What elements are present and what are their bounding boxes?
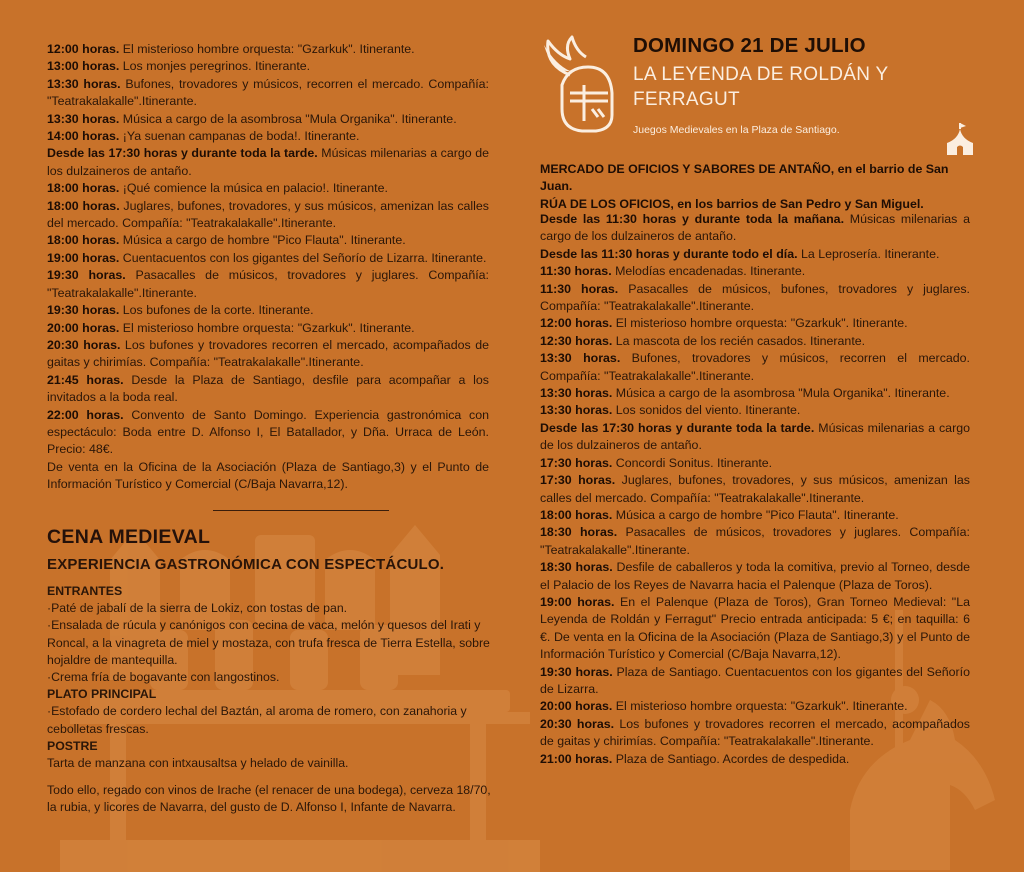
entry-text: Los monjes peregrinos. Itinerante. (119, 59, 311, 74)
schedule-entry (540, 420, 970, 455)
entry-time: 19:30 horas. (47, 303, 120, 318)
section-divider (213, 510, 389, 511)
schedule-entry (47, 58, 489, 75)
postre-heading: POSTRE (47, 738, 98, 753)
entry-time: 14:00 horas. (47, 129, 120, 144)
schedule-entry (47, 180, 489, 197)
schedule-entry (540, 263, 970, 280)
schedule-entry (47, 111, 489, 128)
entry-time: 18:00 horas. (540, 507, 613, 522)
entry-time: 19:00 horas. (540, 594, 615, 609)
market-line-1: MERCADO DE OFICIOS Y SABORES DE ANTAÑO, en el barrio de San Juan. (540, 162, 949, 194)
entry-time: 11:30 horas. (540, 281, 619, 296)
schedule-entry (47, 459, 489, 494)
day-title: DOMINGO 21 DE JULIO (633, 34, 866, 57)
cena-subtitle: EXPERIENCIA GASTRONÓMICA CON ESPECTÁCULO. (47, 556, 445, 573)
schedule-entry (540, 385, 970, 402)
entry-text: Concordi Sonitus. Itinerante. (612, 455, 773, 470)
entry-text: El misterioso hombre orquesta: "Gzarkuk". Itinerante. (119, 42, 415, 56)
entry-text: Músicas milenarias a cargo de los dulzaineros de antaño. (540, 212, 970, 244)
schedule-entry (47, 302, 489, 319)
entry-time: 19:30 horas. (540, 664, 613, 679)
menu-item: ·Estofado de cordero lechal del Baztán, al aroma de romero, con zanahoria y cebolletas frescas. (47, 704, 467, 736)
day-subtitle: LA LEYENDA DE ROLDÁN Y FERRAGUT (633, 64, 889, 110)
schedule-entry (47, 407, 489, 459)
entry-text: Desfile de caballeros y toda la comitiva, previo al Torneo, desde el Palacio de los Reyes de Navarra hacia el Palenque (Plaza de Toros). (540, 560, 970, 592)
entry-time: 18:00 horas. (47, 181, 120, 196)
schedule-entry (540, 281, 970, 316)
entry-time: 18:00 horas. (47, 198, 120, 213)
entry-text: Música a cargo de la asombrosa "Mula Organika". Itinerante. (612, 386, 950, 401)
entry-text: El misterioso hombre orquesta: "Gzarkuk". Itinerante. (612, 699, 908, 714)
schedule-entry (47, 232, 489, 249)
saturday-schedule (47, 41, 489, 494)
tent-icon (945, 121, 975, 155)
entry-time: 13:30 horas. (47, 76, 121, 91)
entry-time: 12:30 horas. (540, 333, 613, 348)
entry-time: 19:30 horas. (47, 268, 126, 283)
entry-time: 18:30 horas. (540, 525, 618, 540)
cena-title: CENA MEDIEVAL (47, 526, 211, 548)
entry-text: Música a cargo de la asombrosa "Mula Organika". Itinerante. (119, 111, 457, 126)
entry-time: 19:00 horas. (47, 250, 120, 265)
entry-text: Los bufones y trovadores recorren el mercado, acompañados de gaitas y chirimías. Compañía: "Teatrakalakalle".Itinerante. (540, 716, 970, 749)
schedule-entry (540, 315, 970, 332)
entry-text: En el Palenque (Plaza de Toros), Gran Torneo Medieval: "La Leyenda de Roldán y Ferragut" Precio entrada anticipada: 5 €; en taquilla: 6 €. De venta en la Oficina de la Asociación (Plaza de Santiago,3) y el Punto de Información Turístico y Comercial (C/Baja Navarra,12). (540, 594, 970, 662)
schedule-entry (540, 507, 970, 524)
schedule-entry (540, 211, 970, 246)
schedule-entry (47, 372, 489, 407)
menu-item: ·Paté de jabalí de la sierra de Lokiz, con tostas de pan. (47, 601, 348, 616)
schedule-entry (540, 751, 970, 768)
market-line-2: RÚA DE LOS OFICIOS, en los barrios de San Pedro y San Miguel. (540, 196, 924, 211)
menu-closing: Todo ello, regado con vinos de Irache (el renacer de una bodega), cerveza 18/70, la rubia, y licores de Navarra, del gusto de D. Alfonso I, Infante de Navarra. (47, 783, 491, 815)
entry-time: 11:30 horas. (540, 264, 612, 279)
entry-time: 20:00 horas. (540, 699, 613, 714)
entry-text: Pasacalles de músicos, trovadores y juglares. Compañía: "Teatrakalakalle".Itinerante. (540, 525, 970, 557)
entry-text: Bufones, trovadores y músicos, recorren el mercado. Compañía: "Teatrakalakalle".Itinerante. (47, 76, 489, 109)
entry-text: Músicas milenarias a cargo de los dulzaineros de antaño. (47, 146, 489, 178)
day-note: Juegos Medievales en la Plaza de Santiago. (633, 124, 840, 136)
entry-text: Plaza de Santiago. Cuentacuentos con los gigantes del Señorío de Lizarra. (540, 664, 970, 696)
entry-text: Los bufones de la corte. Itinerante. (119, 303, 314, 318)
schedule-entry (540, 350, 970, 385)
entry-time: 17:30 horas. (540, 473, 616, 488)
entry-time: 20:30 horas. (540, 716, 615, 731)
schedule-entry (540, 472, 970, 507)
entry-text: Juglares, bufones, trovadores, y sus músicos, amenizan las calles del mercado. Compañía: "Teatrakalakalle".Itinerante. (47, 198, 489, 231)
schedule-entry (540, 716, 970, 751)
schedule-entry (47, 128, 489, 145)
entry-time: 13:30 horas. (540, 386, 613, 401)
schedule-entry (540, 402, 970, 419)
entry-text: Cuentacuentos con los gigantes del Señorío de Lizarra. Itinerante. (119, 250, 487, 265)
schedule-entry (47, 320, 489, 337)
menu-item: ·Ensalada de rúcula y canónigos con cecina de vaca, melón y quesos del Irati y Roncal, a la vinagreta de miel y mostaza, con trufa fresca de Tierra Estella, sobre hojaldre de mantequilla. (47, 618, 490, 667)
entry-text: Música a cargo de hombre "Pico Flauta". Itinerante. (119, 233, 406, 248)
entry-text: La mascota de los recién casados. Itinerante. (612, 333, 866, 348)
entry-text: ¡Ya suenan campanas de boda!. Itinerante. (119, 129, 360, 144)
entry-time: 13:30 horas. (540, 403, 613, 418)
entry-text: De venta en la Oficina de la Asociación (Plaza de Santiago,3) y el Punto de Información Turístico y Comercial (C/Baja Navarra,12). (47, 459, 489, 492)
entry-text: Pasacalles de músicos, trovadores y juglares. Compañía: "Teatrakalakalle".Itinerante. (47, 268, 489, 300)
schedule-entry (47, 250, 489, 267)
entry-text: El misterioso hombre orquesta: "Gzarkuk". Itinerante. (119, 320, 415, 335)
entry-time: 21:00 horas. (540, 751, 613, 766)
entry-time: 20:30 horas. (47, 337, 121, 352)
entry-text: Músicas milenarias a cargo de los dulzaineros de antaño. (540, 420, 970, 453)
entry-text: Melodías encadenadas. Itinerante. (611, 264, 806, 279)
entry-time: 22:00 horas. (47, 407, 124, 422)
entry-text: Música a cargo de hombre "Pico Flauta". Itinerante. (612, 507, 899, 522)
entry-time: 18:00 horas. (47, 233, 120, 248)
entry-text: Pasacalles de músicos, bufones, trovadores y juglares. Compañía: "Teatrakalakalle".Itinerante. (540, 281, 971, 314)
entry-text: Plaza de Santiago. Acordes de despedida. (612, 751, 850, 766)
entry-time: 18:30 horas. (540, 560, 613, 575)
entry-time: 13:30 horas. (47, 111, 120, 126)
schedule-entry (47, 145, 489, 180)
entry-text: El misterioso hombre orquesta: "Gzarkuk". Itinerante. (612, 316, 908, 331)
schedule-entry (47, 267, 489, 302)
entry-text: ¡Qué comience la música en palacio!. Itinerante. (119, 181, 388, 196)
sunday-schedule (540, 211, 970, 768)
schedule-entry (47, 76, 489, 111)
entry-time: 13:00 horas. (47, 59, 120, 74)
principal-heading: PLATO PRINCIPAL (47, 687, 157, 702)
menu-item: Tarta de manzana con intxausaltsa y helado de vainilla. (47, 756, 349, 771)
schedule-entry (47, 337, 489, 372)
entry-text: Juglares, bufones, trovadores, y sus músicos, amenizan las calles del mercado. Compañía: "Teatrakalakalle".Itinerante. (540, 473, 970, 505)
menu-item: ·Crema fría de bogavante con langostinos. (47, 670, 280, 685)
entry-time: Desde las 17:30 horas y durante toda la tarde. (540, 420, 815, 435)
schedule-entry (540, 559, 970, 594)
schedule-entry (540, 698, 970, 715)
schedule-entry (47, 198, 489, 233)
entry-time: Desde las 17:30 horas y durante toda la tarde. (47, 146, 318, 161)
entry-time: 17:30 horas. (540, 455, 613, 470)
schedule-entry (47, 41, 489, 58)
entry-time: Desde las 11:30 horas y durante toda la mañana. (540, 212, 845, 226)
entry-text: Desde la Plaza de Santiago, desfile para acompañar a los invitados a la boda real. (47, 372, 489, 405)
entrantes-heading: ENTRANTES (47, 584, 123, 598)
schedule-entry (540, 664, 970, 699)
schedule-entry (540, 333, 970, 350)
knight-helmet-icon (540, 35, 618, 135)
schedule-entry (540, 524, 970, 559)
entry-time: 21:45 horas. (47, 372, 124, 387)
entry-text: Convento de Santo Domingo. Experiencia gastronómica con espectáculo: Boda entre D. Alfonso I, El Batallador, y Dña. Urraca de León. Precio: 48€. (47, 407, 489, 457)
schedule-entry (540, 594, 970, 664)
entry-text: Bufones, trovadores y músicos, recorren el mercado. Compañía: "Teatrakalakalle".Itinerante. (540, 351, 970, 383)
schedule-entry (540, 455, 970, 472)
entry-time: 13:30 horas. (540, 351, 621, 366)
cena-menu (47, 583, 497, 817)
entry-time: 20:00 horas. (47, 320, 120, 335)
entry-time: Desde las 11:30 horas y durante todo el día. (540, 246, 798, 261)
entry-time: 12:00 horas. (540, 316, 613, 331)
entry-text: La Leprosería. Itinerante. (797, 246, 940, 261)
entry-text: Los bufones y trovadores recorren el mercado, acompañados de gaitas y chirimías. Compañía: "Teatrakalakalle".Itinerante. (47, 337, 489, 370)
entry-time: 12:00 horas. (47, 42, 120, 56)
schedule-entry (540, 246, 970, 263)
market-info (540, 161, 980, 213)
entry-text: Los sonidos del viento. Itinerante. (612, 403, 801, 418)
